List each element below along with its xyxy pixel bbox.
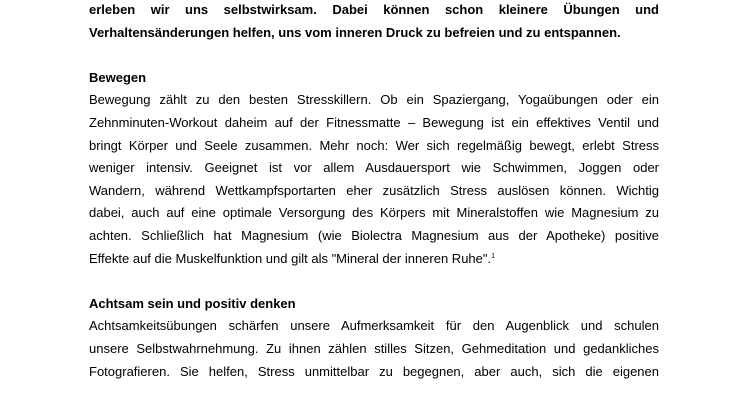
section-heading: Bewegen xyxy=(89,69,147,85)
paragraph-line: achten. Schließlich hat Magnesium (wie Biolectra Magnesium aus der Apotheke) positive xyxy=(89,227,659,243)
paragraph-line: Bewegung zählt zu den besten Stresskillern. Ob ein Spaziergang, Yogaübungen oder ein xyxy=(89,92,659,108)
footnote-marker: 1 xyxy=(491,252,496,260)
paragraph-line: Achtsamkeitsübungen schärfen unsere Aufmerksamkeit für den Augenblick und schulen xyxy=(89,318,659,334)
paragraph-line: weniger intensiv. Geeignet ist vor allem Ausdauersport wie Schwimmen, Joggen oder xyxy=(89,160,659,176)
paragraph-line: Zehnminuten-Workout daheim auf der Fitnessmatte – Bewegung ist ein effektives Ventil und xyxy=(89,114,659,130)
document-page xyxy=(89,0,659,383)
paragraph-line: Fotografieren. Sie helfen, Stress unmittelbar zu begegnen, aber auch, sich die eigenen xyxy=(89,363,659,379)
spacer xyxy=(89,44,659,67)
paragraph-line: dabei, auch auf eine optimale Versorgung des Körpers mit Mineralstoffen wie Magnesium zu xyxy=(89,205,659,221)
paragraph-text: Effekte auf die Muskelfunktion und gilt als "Mineral der inneren Ruhe". xyxy=(89,250,492,266)
intro-line: erleben wir uns selbstwirksam. Dabei können schon kleinere Übungen und xyxy=(89,2,659,17)
paragraph-line: bringt Körper und Seele zusammen. Mehr noch: Wer sich regelmäßig bewegt, erlebt Stress xyxy=(89,137,659,153)
section-heading: Achtsam sein und positiv denken xyxy=(89,295,296,311)
paragraph-line-last xyxy=(89,248,659,271)
intro-line: Verhaltensänderungen helfen, uns vom inneren Druck zu befreien und zu entspannen. xyxy=(89,24,621,40)
paragraph-line: Wandern, während Wettkampfsportarten eher zusätzlich Stress auslösen können. Wichtig xyxy=(89,182,659,198)
spacer xyxy=(89,270,659,293)
paragraph-line: unsere Selbstwahrnehmung. Zu ihnen zählen stilles Sitzen, Gehmeditation und gedankliches xyxy=(89,340,659,356)
